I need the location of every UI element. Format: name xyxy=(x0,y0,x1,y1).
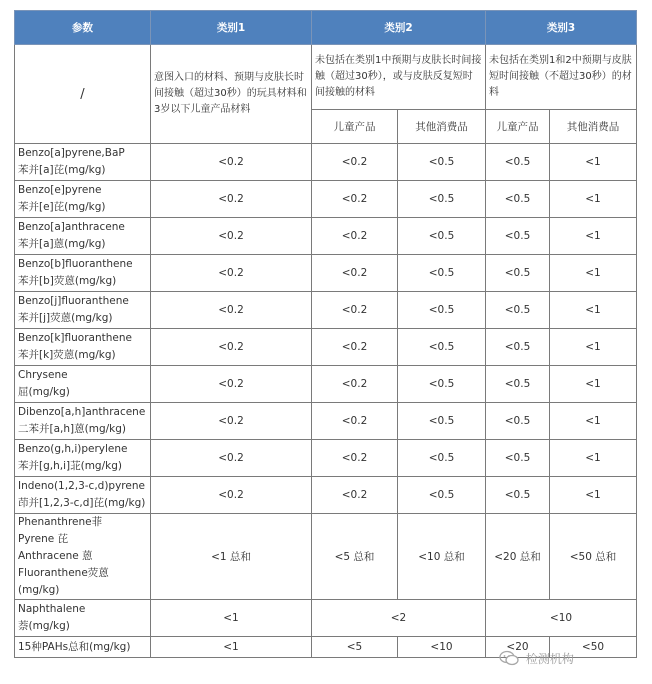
value-cat3-other: <1 xyxy=(550,255,637,292)
param-name: Phenanthrene菲 Pyrene 芘 Anthracene 蒽 Fluoranthene荧蒽(mg/kg) xyxy=(15,514,151,600)
watermark xyxy=(499,650,574,669)
value-cat1: <0.2 xyxy=(151,477,312,514)
value-cat2-other: <0.5 xyxy=(398,440,486,477)
value-cat3-child: <20 总和 xyxy=(486,514,550,600)
header-param: 参数 xyxy=(15,11,151,45)
value-cat2: <2 xyxy=(312,600,486,637)
desc-slash: / xyxy=(15,45,151,144)
value-cat3: <10 xyxy=(486,600,637,637)
value-cat1: <0.2 xyxy=(151,255,312,292)
value-cat2-other: <0.5 xyxy=(398,181,486,218)
table-row xyxy=(15,366,637,403)
table-row xyxy=(15,403,637,440)
watermark-text: 检测机构 xyxy=(525,652,574,666)
param-name: Naphthalene 萘(mg/kg) xyxy=(15,600,151,637)
value-cat2-other: <10 总和 xyxy=(398,514,486,600)
value-cat3-child: <0.5 xyxy=(486,255,550,292)
table-row xyxy=(15,255,637,292)
value-cat3-child: <20 xyxy=(486,637,550,658)
value-cat1: <0.2 xyxy=(151,218,312,255)
value-cat2-child: <0.2 xyxy=(312,366,398,403)
table-row xyxy=(15,440,637,477)
value-cat3-other: <50 总和 xyxy=(550,514,637,600)
value-cat1: <0.2 xyxy=(151,440,312,477)
value-cat3-other: <1 xyxy=(550,366,637,403)
value-cat2-child: <0.2 xyxy=(312,403,398,440)
subheader-cat3-child: 儿童产品 xyxy=(486,110,550,144)
value-cat3-other: <1 xyxy=(550,181,637,218)
table-row-sum xyxy=(15,514,637,600)
value-cat3-other: <1 xyxy=(550,144,637,181)
value-cat2-child: <0.2 xyxy=(312,477,398,514)
param-name: Benzo[k]fluoranthene 苯并[k]荧蒽(mg/kg) xyxy=(15,329,151,366)
header-category-3: 类别3 xyxy=(486,11,637,45)
value-cat2-other: <0.5 xyxy=(398,292,486,329)
value-cat3-child: <0.5 xyxy=(486,403,550,440)
value-cat3-other: <50 xyxy=(550,637,637,658)
value-cat1: <0.2 xyxy=(151,403,312,440)
value-cat2-child: <5 xyxy=(312,637,398,658)
value-cat3-child: <0.5 xyxy=(486,144,550,181)
header-category-2: 类别2 xyxy=(312,11,486,45)
param-name: Indeno(1,2,3-c,d)pyrene 茚并[1,2,3-c,d]芘(mg/kg) xyxy=(15,477,151,514)
value-cat2-child: <0.2 xyxy=(312,181,398,218)
value-cat2-other: <0.5 xyxy=(398,329,486,366)
table-row-naphthalene xyxy=(15,600,637,637)
pah-limits-table xyxy=(14,10,637,658)
value-cat3-other: <1 xyxy=(550,477,637,514)
param-name: Benzo[a]pyrene,BaP 苯并[a]芘(mg/kg) xyxy=(15,144,151,181)
table-row xyxy=(15,218,637,255)
value-cat2-child: <0.2 xyxy=(312,292,398,329)
header-category-1: 类别1 xyxy=(151,11,312,45)
value-cat1: <0.2 xyxy=(151,329,312,366)
param-name: Benzo[b]fluoranthene 苯并[b]荧蒽(mg/kg) xyxy=(15,255,151,292)
value-cat3-child: <0.5 xyxy=(486,329,550,366)
value-cat2-child: <0.2 xyxy=(312,218,398,255)
value-cat3-child: <0.5 xyxy=(486,218,550,255)
table-row xyxy=(15,292,637,329)
value-cat1: <1 xyxy=(151,600,312,637)
value-cat3-other: <1 xyxy=(550,403,637,440)
value-cat3-child: <0.5 xyxy=(486,181,550,218)
value-cat2-child: <5 总和 xyxy=(312,514,398,600)
table-row xyxy=(15,181,637,218)
value-cat1: <0.2 xyxy=(151,366,312,403)
value-cat1: <0.2 xyxy=(151,292,312,329)
desc-category-1: 意图入口的材料、预期与皮肤长时间接触（超过30秒）的玩具材料和3岁以下儿童产品材料 xyxy=(151,45,312,144)
value-cat2-other: <0.5 xyxy=(398,144,486,181)
value-cat3-child: <0.5 xyxy=(486,440,550,477)
desc-category-2: 未包括在类别1中预期与皮肤长时间接触（超过30秒），或与皮肤反复短时间接触的材料 xyxy=(312,45,486,110)
wechat-icon xyxy=(499,650,519,669)
value-cat2-child: <0.2 xyxy=(312,255,398,292)
value-cat3-other: <1 xyxy=(550,329,637,366)
desc-category-3: 未包括在类别1和2中预期与皮肤短时间接触（不超过30秒）的材料 xyxy=(486,45,637,110)
subheader-cat2-other: 其他消费品 xyxy=(398,110,486,144)
value-cat3-other: <1 xyxy=(550,292,637,329)
param-name: Chrysene 屈(mg/kg) xyxy=(15,366,151,403)
value-cat2-other: <0.5 xyxy=(398,218,486,255)
value-cat1: <1 总和 xyxy=(151,514,312,600)
value-cat1: <0.2 xyxy=(151,181,312,218)
param-name: 15种PAHs总和(mg/kg) xyxy=(15,637,151,658)
value-cat2-other: <0.5 xyxy=(398,477,486,514)
subheader-cat2-child: 儿童产品 xyxy=(312,110,398,144)
table-row xyxy=(15,477,637,514)
value-cat1: <0.2 xyxy=(151,144,312,181)
value-cat2-child: <0.2 xyxy=(312,144,398,181)
value-cat2-other: <0.5 xyxy=(398,403,486,440)
subheader-cat3-other: 其他消费品 xyxy=(550,110,637,144)
value-cat2-other: <0.5 xyxy=(398,255,486,292)
value-cat2-child: <0.2 xyxy=(312,440,398,477)
param-name: Benzo(g,h,i)perylene 苯并[g,h,i]苝(mg/kg) xyxy=(15,440,151,477)
value-cat3-other: <1 xyxy=(550,218,637,255)
value-cat2-other: <10 xyxy=(398,637,486,658)
value-cat3-other: <1 xyxy=(550,440,637,477)
param-name: Benzo[a]anthracene 苯并[a]蒽(mg/kg) xyxy=(15,218,151,255)
param-name: Benzo[e]pyrene 苯并[e]芘(mg/kg) xyxy=(15,181,151,218)
value-cat2-child: <0.2 xyxy=(312,329,398,366)
value-cat3-child: <0.5 xyxy=(486,477,550,514)
param-name: Dibenzo[a,h]anthracene 二苯并[a,h]蒽(mg/kg) xyxy=(15,403,151,440)
table-row xyxy=(15,329,637,366)
value-cat3-child: <0.5 xyxy=(486,366,550,403)
value-cat2-other: <0.5 xyxy=(398,366,486,403)
value-cat1: <1 xyxy=(151,637,312,658)
table-row xyxy=(15,144,637,181)
value-cat3-child: <0.5 xyxy=(486,292,550,329)
param-name: Benzo[j]fluoranthene 苯并[j]荧蒽(mg/kg) xyxy=(15,292,151,329)
